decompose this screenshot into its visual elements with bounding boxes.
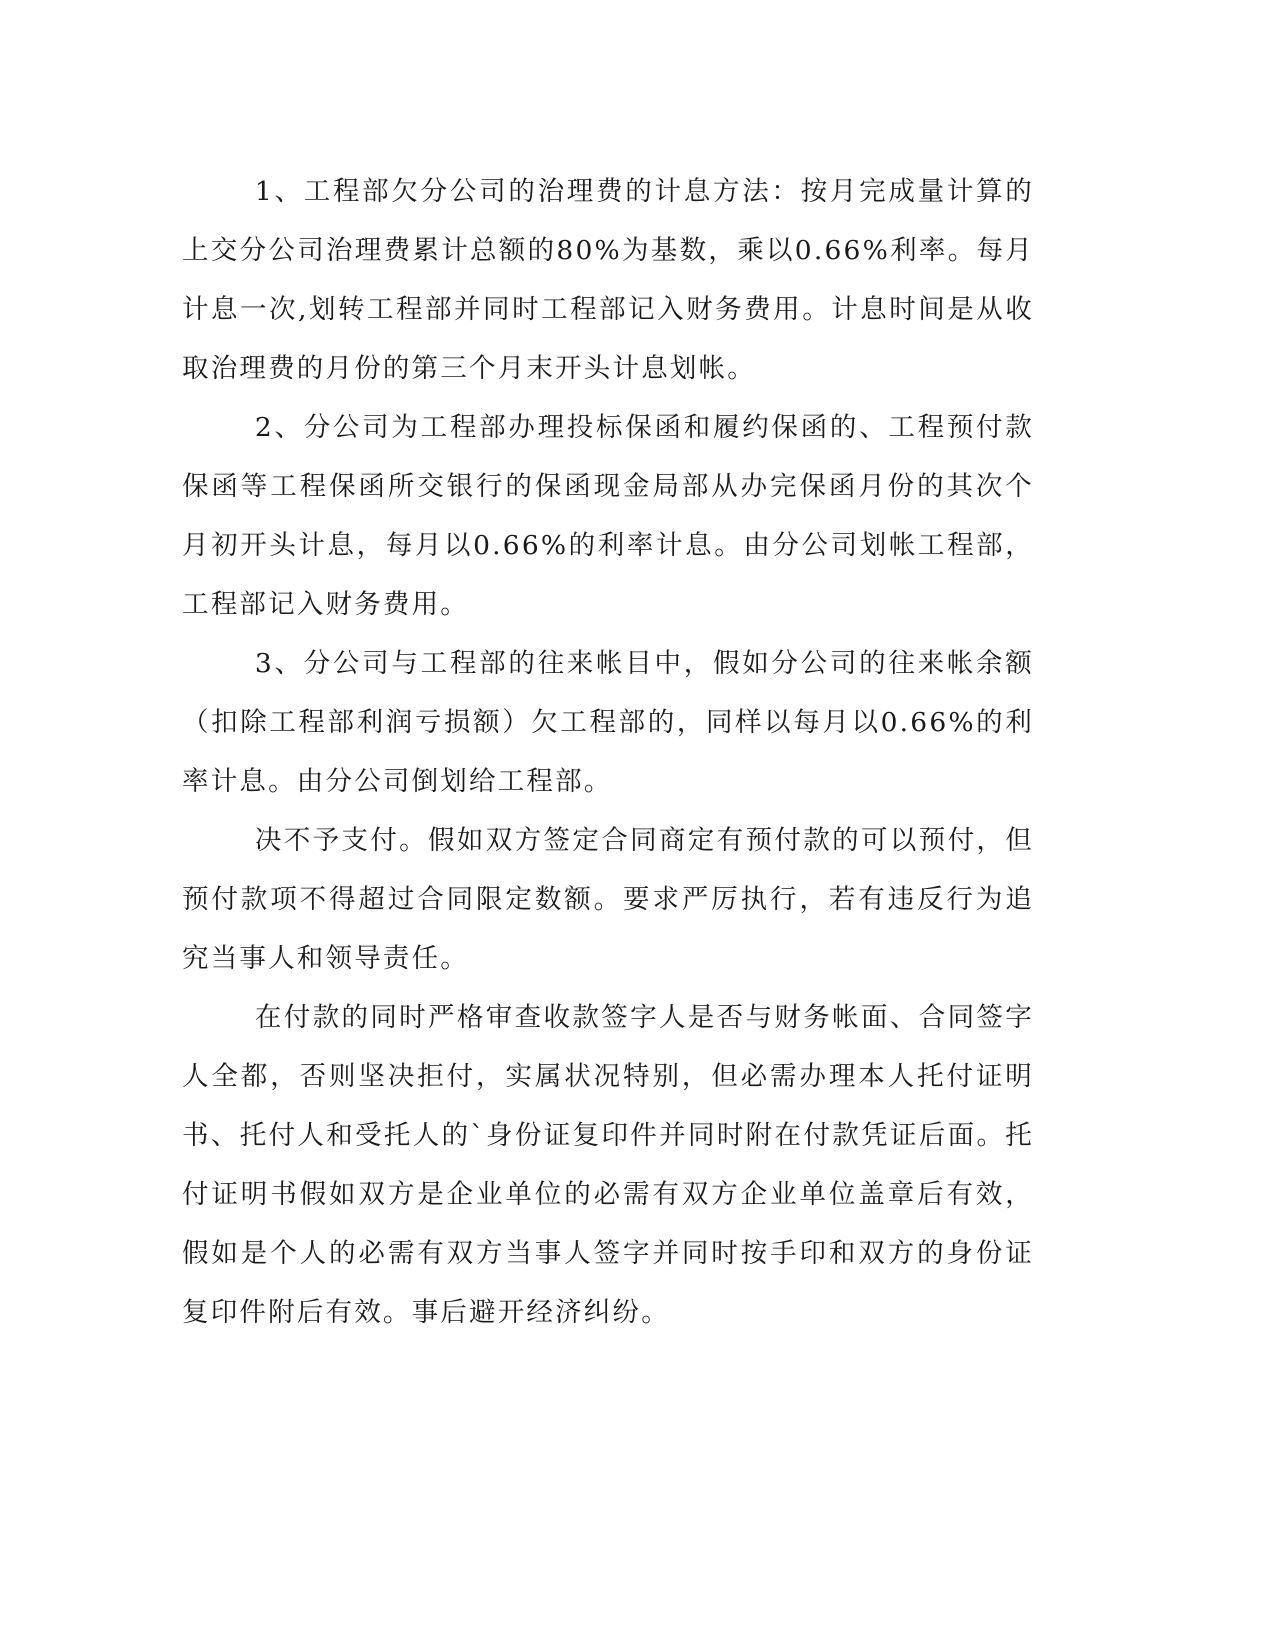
paragraph-2: 2、分公司为工程部办理投标保函和履约保函的、工程预付款保函等工程保函所交银行的保函现金局部从办完保函月份的其次个月初开头计息，每月以0.66%的利率计息。由分公司划帐工程部，工程部记入财务费用。 [182, 412, 1034, 620]
paragraph-4: 决不予支付。假如双方签定合同商定有预付款的可以预付，但预付款项不得超过合同限定数额。要求严厉执行，若有违反行为追究当事人和领导责任。 [182, 825, 1034, 974]
paragraph-1: 1、工程部欠分公司的治理费的计息方法：按月完成量计算的上交分公司治理费累计总额的80%为基数，乘以0.66%利率。每月计息一次,划转工程部并同时工程部记入财务费用。计息时间是从收取治理费的月份的第三个月末开头计息划帐。 [182, 176, 1034, 384]
paragraph-3: 3、分公司与工程部的往来帐目中，假如分公司的往来帐余额（扣除工程部利润亏损额）欠工程部的，同样以每月以0.66%的利率计息。由分公司倒划给工程部。 [182, 648, 1034, 797]
document-body [182, 162, 1034, 1342]
paragraph-5: 在付款的同时严格审查收款签字人是否与财务帐面、合同签字人全都，否则坚决拒付，实属状况特别，但必需办理本人托付证明书、托付人和受托人的`身份证复印件并同时附在付款凭证后面。托付证明书假如双方是企业单位的必需有双方企业单位盖章后有效，假如是个人的必需有双方当事人签字并同时按手印和双方的身份证复印件附后有效。事后避开经济纠纷。 [182, 1002, 1034, 1328]
